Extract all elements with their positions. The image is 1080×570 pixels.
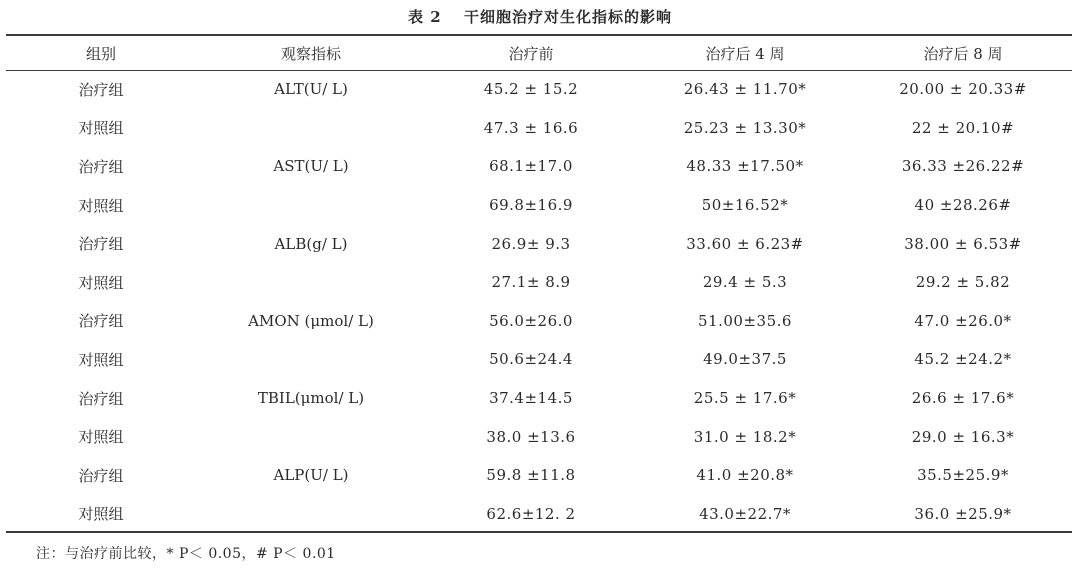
cell-week8: 26.6 ± 17.6* <box>911 389 1015 408</box>
table-title: 干细胞治疗对生化指标的影响 <box>463 8 672 26</box>
cell-group: 治疗组 <box>78 312 124 331</box>
cell-indicator: AMON (μmol/ L) <box>248 311 374 330</box>
table-row <box>6 302 1072 341</box>
cell-before: 27.1± 8.9 <box>491 273 571 292</box>
cell-indicator: TBIL(μmol/ L) <box>257 389 365 408</box>
table-row <box>6 417 1072 456</box>
cell-before: 68.1±17.0 <box>489 157 573 176</box>
cell-week4: 25.23 ± 13.30* <box>683 118 807 137</box>
cell-indicator <box>196 109 426 148</box>
cell-indicator: AST(U/ L) <box>273 157 349 176</box>
cell-before: 62.6±12. 2 <box>486 504 576 523</box>
header-row <box>6 36 1072 70</box>
cell-week8: 20.00 ± 20.33# <box>899 80 1027 99</box>
cell-indicator: ALB(g/ L) <box>274 234 348 253</box>
cell-before: 37.4±14.5 <box>489 389 573 408</box>
cell-week8: 36.33 ±26.22# <box>901 157 1025 176</box>
cell-before: 47.3 ± 16.6 <box>483 118 579 137</box>
table-row <box>6 340 1072 379</box>
cell-week4: 26.43 ± 11.70* <box>683 80 807 99</box>
table-number: 表 2 <box>408 8 442 26</box>
header-indicator: 观察指标 <box>280 44 341 63</box>
table-footnote: 注：与治疗前比较，* P＜ 0.05，# P＜ 0.01 <box>36 546 336 562</box>
header-week8: 治疗后 8 周 <box>923 44 1003 63</box>
cell-week4: 49.0±37.5 <box>703 350 787 369</box>
cell-group: 治疗组 <box>78 389 124 408</box>
cell-group: 对照组 <box>78 350 124 369</box>
cell-week8: 47.0 ±26.0* <box>914 311 1012 330</box>
cell-before: 26.9± 9.3 <box>491 234 571 253</box>
header-group: 组别 <box>85 44 116 63</box>
cell-group: 治疗组 <box>78 80 124 99</box>
cell-week4: 48.33 ±17.50* <box>686 157 804 176</box>
cell-week4: 50±16.52* <box>701 196 789 215</box>
table-row <box>6 147 1072 186</box>
table-row <box>6 495 1072 534</box>
cell-indicator <box>196 340 426 379</box>
table-row <box>6 456 1072 495</box>
table-row <box>6 186 1072 225</box>
cell-week8: 45.2 ±24.2* <box>914 350 1012 369</box>
cell-week4: 25.5 ± 17.6* <box>693 389 797 408</box>
cell-indicator <box>196 263 426 302</box>
cell-indicator: ALT(U/ L) <box>274 80 348 99</box>
cell-before: 56.0±26.0 <box>489 311 573 330</box>
biochemical-indicators-table <box>6 36 1072 533</box>
cell-week8: 29.2 ± 5.82 <box>915 273 1011 292</box>
cell-before: 45.2 ± 15.2 <box>483 80 579 99</box>
table-row <box>6 109 1072 148</box>
table-header <box>6 36 1072 70</box>
cell-before: 69.8±16.9 <box>489 196 573 215</box>
table-row <box>6 379 1072 418</box>
cell-week8: 35.5±25.9* <box>917 466 1009 485</box>
cell-week4: 31.0 ± 18.2* <box>693 427 797 446</box>
table-row <box>6 224 1072 263</box>
cell-indicator <box>196 186 426 225</box>
cell-week8: 22 ± 20.10# <box>911 118 1015 137</box>
cell-indicator <box>196 417 426 456</box>
cell-week4: 51.00±35.6 <box>698 311 792 330</box>
cell-week8: 29.0 ± 16.3* <box>911 427 1015 446</box>
table-body <box>6 70 1072 533</box>
cell-week8: 38.00 ± 6.53# <box>904 234 1022 253</box>
cell-week4: 43.0±22.7* <box>699 504 791 523</box>
cell-group: 治疗组 <box>78 157 124 176</box>
cell-week8: 36.0 ±25.9* <box>914 504 1012 523</box>
cell-group: 治疗组 <box>78 466 124 485</box>
cell-group: 对照组 <box>78 196 124 215</box>
cell-group: 对照组 <box>78 428 124 447</box>
cell-indicator: ALP(U/ L) <box>273 466 349 485</box>
table-row <box>6 263 1072 302</box>
header-before: 治疗前 <box>508 44 554 63</box>
cell-before: 38.0 ±13.6 <box>486 427 576 446</box>
cell-week8: 40 ±28.26# <box>914 196 1012 215</box>
cell-before: 59.8 ±11.8 <box>486 466 576 485</box>
cell-week4: 33.60 ± 6.23# <box>686 234 804 253</box>
cell-indicator <box>196 495 426 534</box>
header-week4: 治疗后 4 周 <box>705 44 785 63</box>
cell-before: 50.6±24.4 <box>489 350 573 369</box>
cell-group: 治疗组 <box>78 235 124 254</box>
cell-group: 对照组 <box>78 273 124 292</box>
table-row <box>6 70 1072 109</box>
cell-week4: 41.0 ±20.8* <box>696 466 794 485</box>
cell-group: 对照组 <box>78 119 124 138</box>
cell-week4: 29.4 ± 5.3 <box>702 273 788 292</box>
table-caption <box>0 6 1080 27</box>
cell-group: 对照组 <box>78 505 124 524</box>
